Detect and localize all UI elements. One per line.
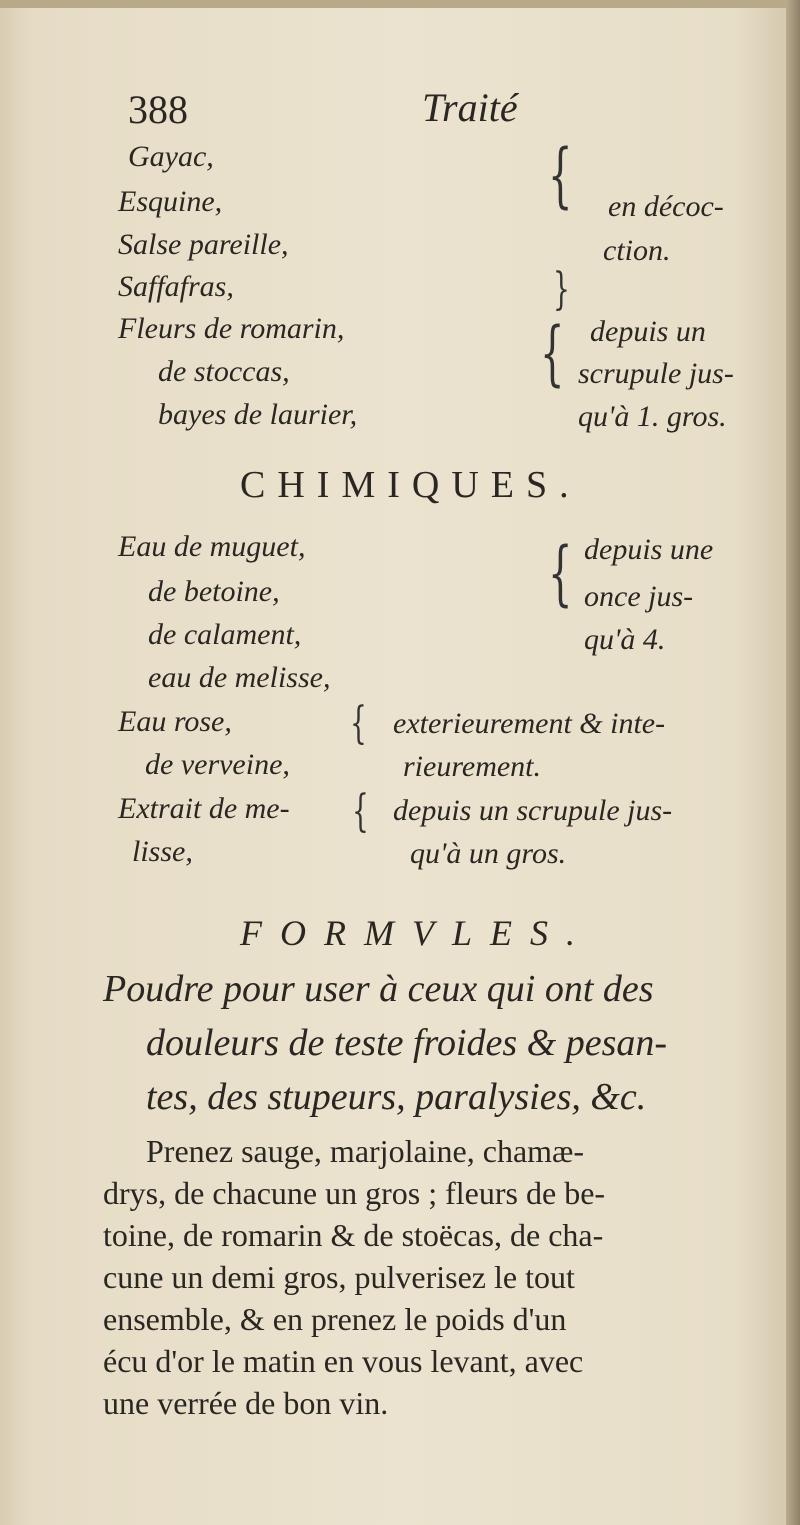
page-top-edge — [0, 0, 800, 8]
note-line: scrupule jus- — [578, 357, 734, 390]
note-line: exterieurement & inte- — [393, 707, 666, 740]
list-item: Esquine, — [118, 185, 223, 218]
brace-icon: { — [352, 786, 369, 837]
list-item: Eau de muguet, — [118, 530, 306, 563]
list-item: Eau rose, — [118, 705, 232, 738]
page-number: 388 — [128, 87, 188, 132]
list-item: Fleurs de romarin, — [118, 312, 345, 345]
note-line: depuis une — [584, 533, 714, 566]
brace-icon: { — [350, 698, 367, 749]
formula-title-line: tes, des stupeurs, paralysies, &c. — [146, 1076, 647, 1118]
body-line: cune un demi gros, pulverisez le tout — [103, 1259, 575, 1295]
brace-icon: { — [548, 532, 573, 614]
body-line: une verrée de bon vin. — [103, 1385, 389, 1421]
brace-icon: { — [540, 312, 565, 394]
body-line: ensemble, & en prenez le poids d'un — [103, 1301, 567, 1337]
note-line: ction. — [603, 234, 671, 267]
list-item: Extrait de me- — [118, 792, 290, 825]
body-line: drys, de chacune un gros ; fleurs de be- — [103, 1175, 606, 1211]
brace-icon: } — [553, 264, 570, 315]
formula-title-line: douleurs de teste froides & pesan- — [146, 1022, 668, 1064]
body-line: toine, de romarin & de stoëcas, de cha- — [103, 1217, 604, 1253]
brace-icon: { — [548, 134, 573, 216]
note-line: en décoc- — [608, 190, 724, 223]
formula-title-line: Poudre pour user à ceux qui ont des — [103, 968, 654, 1010]
running-title: Traité — [422, 85, 518, 130]
list-item: lisse, — [132, 835, 193, 868]
page-gutter — [786, 0, 800, 1525]
list-item: de stoccas, — [158, 355, 290, 388]
note-line: qu'à 4. — [584, 623, 666, 656]
list-item: eau de melisse, — [148, 661, 331, 694]
list-item: bayes de laurier, — [158, 398, 358, 431]
list-item: Saffafras, — [118, 270, 234, 303]
note-line: once jus- — [584, 580, 694, 613]
body-line: écu d'or le matin en vous levant, avec — [103, 1343, 584, 1379]
note-line: rieurement. — [403, 750, 542, 783]
list-item: de calament, — [148, 618, 302, 651]
section-heading: FORMVLES. — [240, 913, 593, 953]
note-line: depuis un — [590, 315, 706, 348]
list-item: de betoine, — [148, 575, 280, 608]
list-item: Salse pareille, — [118, 228, 289, 261]
note-line: qu'à un gros. — [410, 837, 567, 870]
list-item: Gayac, — [128, 140, 214, 173]
note-line: qu'à 1. gros. — [578, 400, 727, 433]
list-item: de verveine, — [145, 748, 290, 781]
body-line: Prenez sauge, marjolaine, chamæ- — [146, 1133, 585, 1169]
note-line: depuis un scrupule jus- — [393, 794, 673, 827]
section-heading: CHIMIQUES. — [240, 464, 581, 506]
